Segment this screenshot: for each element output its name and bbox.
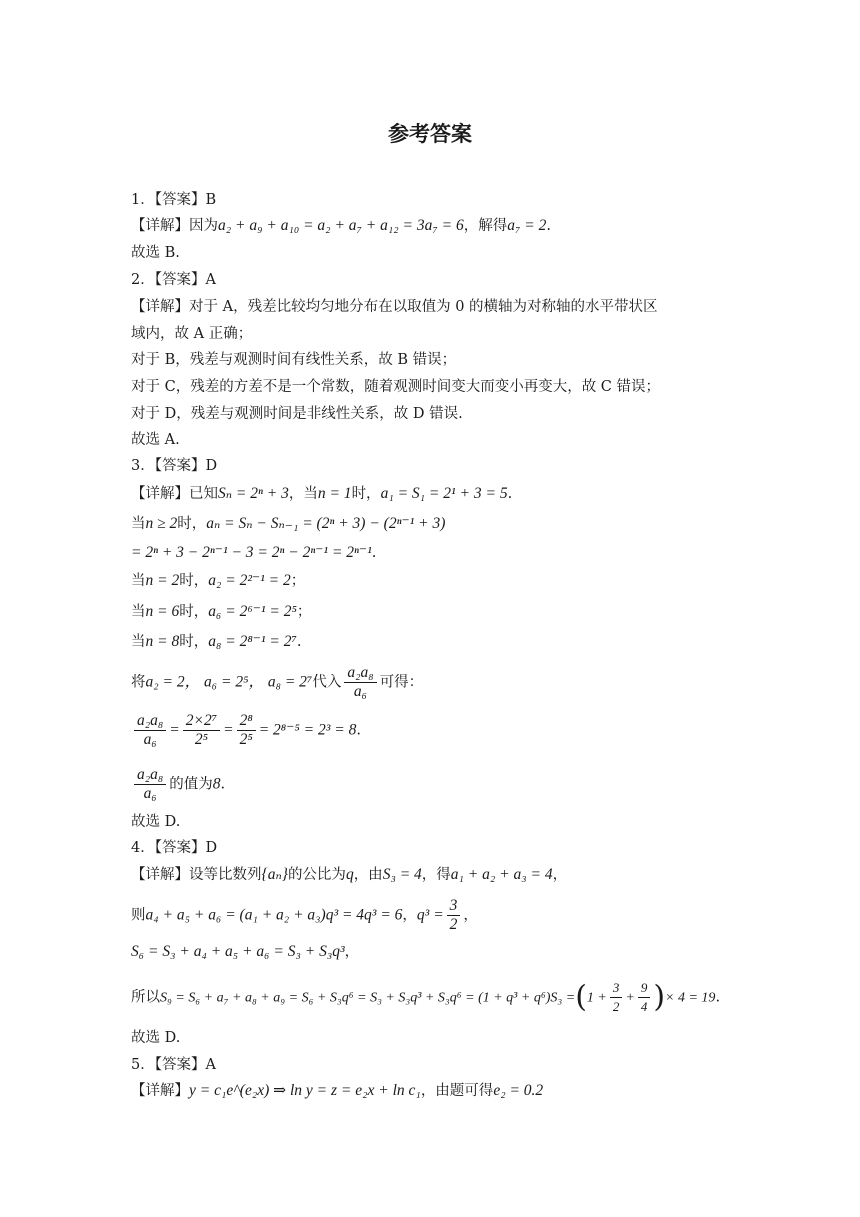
answer-4-header: 4．【答案】D — [131, 840, 218, 856]
fraction: $\frac{3}{2}$ — [447, 897, 461, 934]
answer-3-step-7: 将a₂ = 2， a₆ = 2⁵， a₈ = 2⁷代入 $\frac{\text{a₂a₈}}{\text{a₆}}$ 可得： — [131, 664, 424, 700]
answer-5-detail: 【详解】y = c₁e^(e₂x) ⇒ ln y = z = e₂x + ln c₁，由题可得e₂ = 0.2 — [131, 1082, 544, 1099]
answer-2-header: 2．【答案】A — [131, 272, 216, 288]
answer-4-choice: 故选 D. — [131, 1030, 181, 1046]
answer-2-detail-d: 对于 C，残差的方差不是一个常数，随着观测时间变大而变小再变大，故 C 错误； — [131, 379, 661, 395]
answer-4-step-2: 则a₄ + a₅ + a₆ = (a₁ + a₂ + a₃)q³ = 4q³ = 6，q³ = $\frac{3}{2}$ ， — [131, 897, 478, 933]
answer-1-detail: 【详解】因为a₂ + a₉ + a₁₀ = a₂ + a₇ + a₁₂ = 3a₇ = 6，解得a₇ = 2. — [131, 217, 551, 234]
answer-2-detail-b: 域内，故 A 正确； — [131, 326, 253, 342]
answer-4-step-1: 【详解】设等比数列{aₙ}的公比为q，由S₃ = 4，得a₁ + a₂ + a₃ = 4， — [131, 866, 568, 883]
answer-3-step-3: = 2ⁿ + 3 − 2ⁿ⁻¹ − 3 = 2ⁿ − 2ⁿ⁻¹ = 2ⁿ⁻¹. — [131, 544, 377, 561]
answer-1-choice: 故选 B. — [131, 245, 180, 261]
answer-4-step-3: S₆ = S₃ + a₄ + a₅ + a₆ = S₃ + S₃q³， — [131, 943, 360, 960]
answer-3-header: 3．【答案】D — [131, 458, 218, 474]
page-title: 参考答案 — [388, 122, 472, 146]
answer-2-detail-a: 【详解】对于 A，残差比较均匀地分布在以取值为 0 的横轴为对称轴的水平带状区 — [131, 299, 658, 315]
answer-3-step-9: $\frac{\text{a₂a₈}}{\text{a₆}}$ 的值为8. — [131, 766, 225, 803]
answer-3-step-8: $\frac{\text{a₂a₈}}{\text{a₆}}$ = $\frac{\text{2×2⁷}}{\text{2⁵}}$ = $\frac{\text{2⁸}}{\text{2⁵}}$ = 2⁸⁻⁵ = 2³ = 8. — [131, 712, 361, 749]
answer-3-step-4: 当n = 2时，a₂ = 2²⁻¹ = 2； — [131, 572, 306, 589]
answer-2-detail-c: 对于 B，残差与观测时间有线性关系，故 B 错误； — [131, 352, 457, 368]
answer-2-choice: 故选 A. — [131, 432, 180, 448]
fraction: $\frac{\text{2×2⁷}}{\text{2⁵}}$ — [183, 712, 220, 749]
answer-3-step-5: 当n = 6时，a₆ = 2⁶⁻¹ = 2⁵； — [131, 603, 312, 620]
answer-1-header: 1．【答案】B — [131, 192, 217, 208]
answer-3-step-2: 当n ≥ 2时，aₙ = Sₙ − Sₙ₋₁ = (2ⁿ + 3) − (2ⁿ⁻¹ + 3) — [131, 515, 446, 532]
answer-3-step-6: 当n = 8时，a₈ = 2⁸⁻¹ = 2⁷. — [131, 633, 302, 650]
fraction: $\frac{\text{a₂a₈}}{\text{a₆}}$ — [134, 712, 166, 749]
answer-5-header: 5．【答案】A — [131, 1057, 216, 1073]
answer-4-step-4: 所以S₉ = S₆ + a₇ + a₈ + a₉ = S₆ + S₃q⁶ = S₃ + S₃q³ + S₃q⁶ = (1 + q³ + q⁶)S₃ =(1 + $\frac{3}{2}$ + $\frac{9}{4}$ )× 4 = 19. — [131, 979, 721, 1015]
fraction: $\frac{9}{4}$ — [638, 979, 651, 1016]
fraction: $\frac{\text{2⁸}}{\text{2⁵}}$ — [237, 712, 256, 749]
answer-3-step-1: 【详解】已知Sₙ = 2ⁿ + 3，当n = 1时，a₁ = S₁ = 2¹ + 3 = 5. — [131, 485, 513, 502]
answer-2-detail-e: 对于 D，残差与观测时间是非线性关系，故 D 错误. — [131, 406, 463, 422]
fraction: $\frac{\text{a₂a₈}}{\text{a₆}}$ — [344, 664, 376, 701]
fraction: $\frac{3}{2}$ — [610, 979, 623, 1016]
fraction: $\frac{\text{a₂a₈}}{\text{a₆}}$ — [134, 766, 166, 803]
answer-3-choice: 故选 D. — [131, 814, 181, 830]
